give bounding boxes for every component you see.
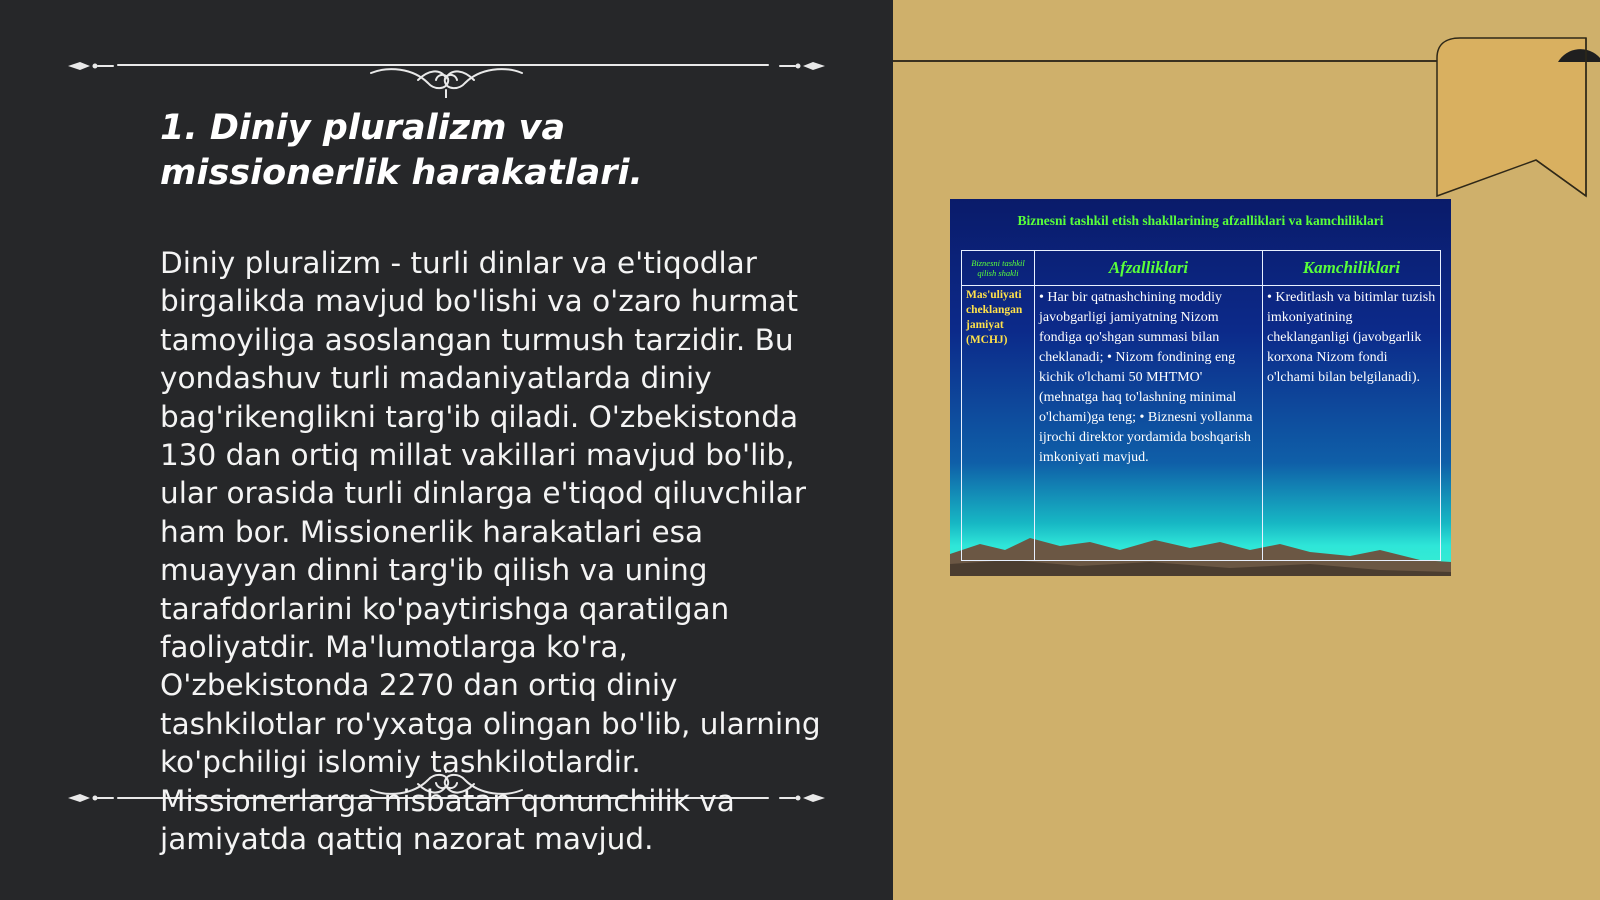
slide-title: 1. Diniy pluralizm va missionerlik harakatlari. [160,108,643,193]
disadvantages-cell: • Kreditlash va bitimlar tuzish imkoniyatining cheklanganligi (javobgarlik korxona Nizom fondi o'lchami bilan belgilanadi). [1263,286,1441,561]
advantages-cell: • Har bir qatnashchining moddiy javobgarligi jamiyatning Nizom fondiga qo'shgan summasi bilan cheklanadi; • Nizom fondining eng kichik o'lchami 50 MHTMO' (mehnatga haq to'lashning minimal o'lchami)ga teng; • Biznesni yollanma ijrochi direktor yordamida boshqarish imkoniyati mavjud. [1035,286,1263,561]
image-title: Biznesni tashkil etish shakllarining afzalliklari va kamchiliklari [1017,213,1384,228]
image-table-header-row [962,251,1441,286]
header-cell: Kamchiliklari [1263,251,1441,286]
embedded-slide-image [950,199,1451,576]
bookmark-ribbon-icon [1436,36,1600,200]
header-cell: Biznesni tashkil qilish shakli [962,251,1035,286]
ornament-divider-icon [68,38,825,98]
row-head-cell: Mas'uliyati cheklangan jamiyat (MCHJ) [962,286,1035,561]
header-cell: Afzalliklari [1035,251,1263,286]
image-table-row [962,286,1441,561]
image-table [961,250,1441,561]
slide-body-text: Diniy pluralizm - turli dinlar va e'tiqodlar birgalikda mavjud bo'lishi va o'zaro hurmat tamoyiliga asoslangan turmush tarzidir. Bu yondashuv turli madaniyatlarda diniy bag'rikenglikni targ'ib qiladi. O'zbekistonda 130 dan ortiq millat vakillari mavjud bo'lib, ular orasida turli dinlarga e'tiqod qiluvchilar ham bor. Missionerlik harakatlari esa muayyan dinni targ'ib qilish va uning tarafdorlarini ko'paytirishga qaratilgan faoliyatdir. Ma'lumotlarga ko'ra, O'zbekistonda 2270 dan ortiq diniy tashkilotlar ro'yxatga olingan bo'lib, ularning ko'pchiligi islomiy tashkilotlardir. Missionerlarga nisbatan qonunchilik va jamiyatda qattiq nazorat mavjud. [160,246,821,857]
